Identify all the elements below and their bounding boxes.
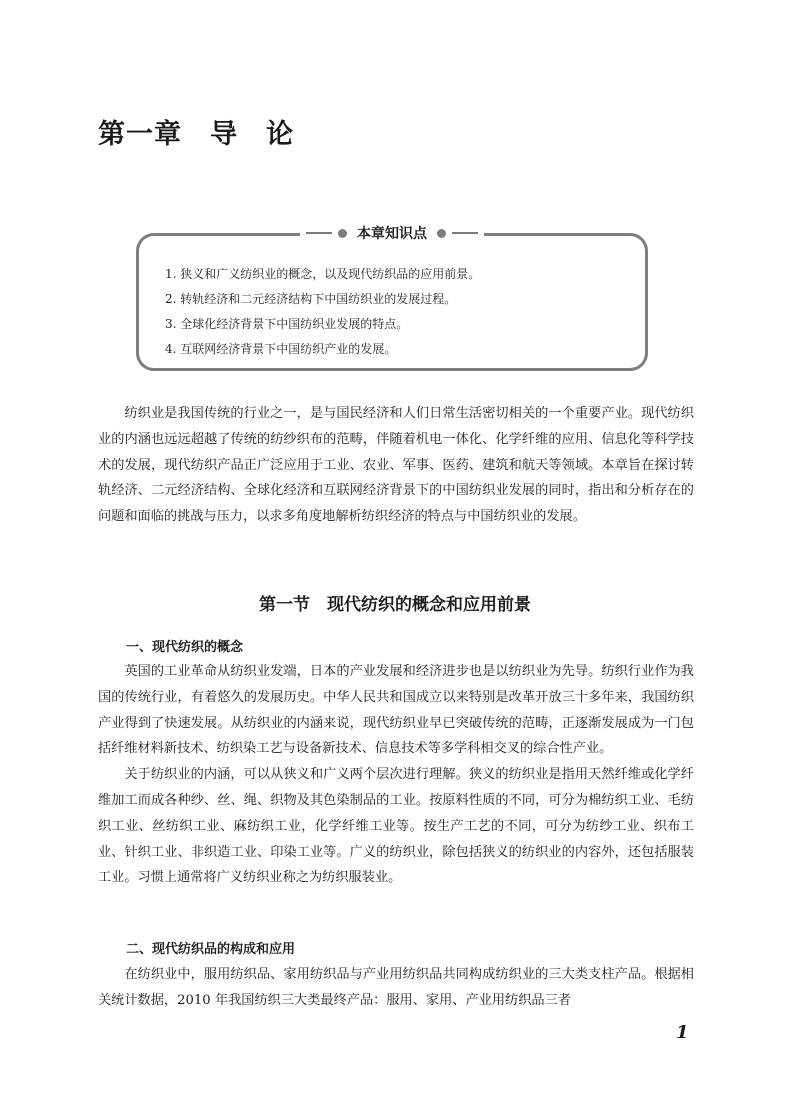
header-rule-left — [306, 232, 332, 234]
knowledge-points-box — [136, 226, 648, 371]
subsection-title-1: 一、现代纺织的概念 — [126, 640, 244, 655]
body-paragraph: 关于纺织业的内涵，可以从狭义和广义两个层次进行理解。狭义的纺织业是指用天然纤维或化学纤维加工而成各种纱、丝、绳、织物及其色染制品的工业。按原料性质的不同，可分为棉纺织工业、毛纺织工业、丝纺织工业、麻纺织工业，化学纤维工业等。按生产工艺的不同，可分为纺纱工业、织布工业、针织工业、非织造工业、印染工业等。广义的纺织业，除包括狭义的纺织业的内容外，还包括服装工业。习惯上通常将广义纺织业称之为纺织服装业。 — [98, 767, 694, 886]
subsection-2-body — [98, 962, 694, 1014]
knowledge-point-item: 2. 转轨经济和二元经济结构下中国纺织业的发展过程。 — [165, 292, 457, 306]
body-paragraph: 在纺织业中，服用纺织品、家用纺织品与产业用纺织品共同构成纺织业的三大类支柱产品。根据相关统计数据，2010 年我国纺织三大类最终产品：服用、家用、产业用纺织品三者 — [98, 967, 694, 1008]
body-paragraph: 英国的工业革命从纺织业发端，日本的产业发展和经济进步也是以纺织业为先导。纺织行业作为我国的传统行业，有着悠久的发展历史。中华人民共和国成立以来特别是改革开放三十多年来，我国纺织产业得到了快速发展。从纺织业的内涵来说，现代纺织业早已突破传统的范畴，正逐渐发展成为一门包括纤维材料新技术、纺织染工艺与设备新技术、信息技术等多学科相交叉的综合性产业。 — [98, 664, 694, 757]
intro-paragraph: 纺织业是我国传统的行业之一，是与国民经济和人们日常生活密切相关的一个重要产业。现代纺织业的内涵也远远超越了传统的纺纱织布的范畴，伴随着机电一体化、化学纤维的应用、信息化等科学技术的发展，现代纺织产品正广泛应用于工业、农业、军事、医药、建筑和航天等领域。本章旨在探讨转轨经济、二元经济结构、全球化经济和互联网经济背景下的中国纺织业发展的同时，指出和分析存在的问题和面临的挑战与压力，以求多角度地解析纺织经济的特点与中国纺织业的发展。 — [98, 406, 694, 525]
knowledge-points-list — [165, 262, 480, 362]
intro-section — [98, 401, 694, 530]
bullet-dot-icon — [338, 229, 347, 238]
knowledge-point-item: 4. 互联网经济背景下中国纺织产业的发展。 — [165, 342, 397, 356]
chapter-title: 第一章 导 论 — [98, 119, 294, 150]
bullet-dot-icon — [437, 229, 446, 238]
knowledge-points-header — [300, 223, 484, 243]
knowledge-point-item: 3. 全球化经济背景下中国纺织业发展的特点。 — [165, 317, 409, 331]
header-rule-right — [452, 232, 478, 234]
section-title: 第一节 现代纺织的概念和应用前景 — [259, 595, 531, 615]
knowledge-points-title: 本章知识点 — [357, 226, 427, 242]
knowledge-point-item: 1. 狭义和广义纺织业的概念，以及现代纺织品的应用前景。 — [165, 267, 481, 281]
page-number: 1 — [676, 1022, 689, 1043]
subsection-title-2: 二、现代纺织品的构成和应用 — [126, 942, 296, 957]
subsection-1-body — [98, 659, 694, 891]
